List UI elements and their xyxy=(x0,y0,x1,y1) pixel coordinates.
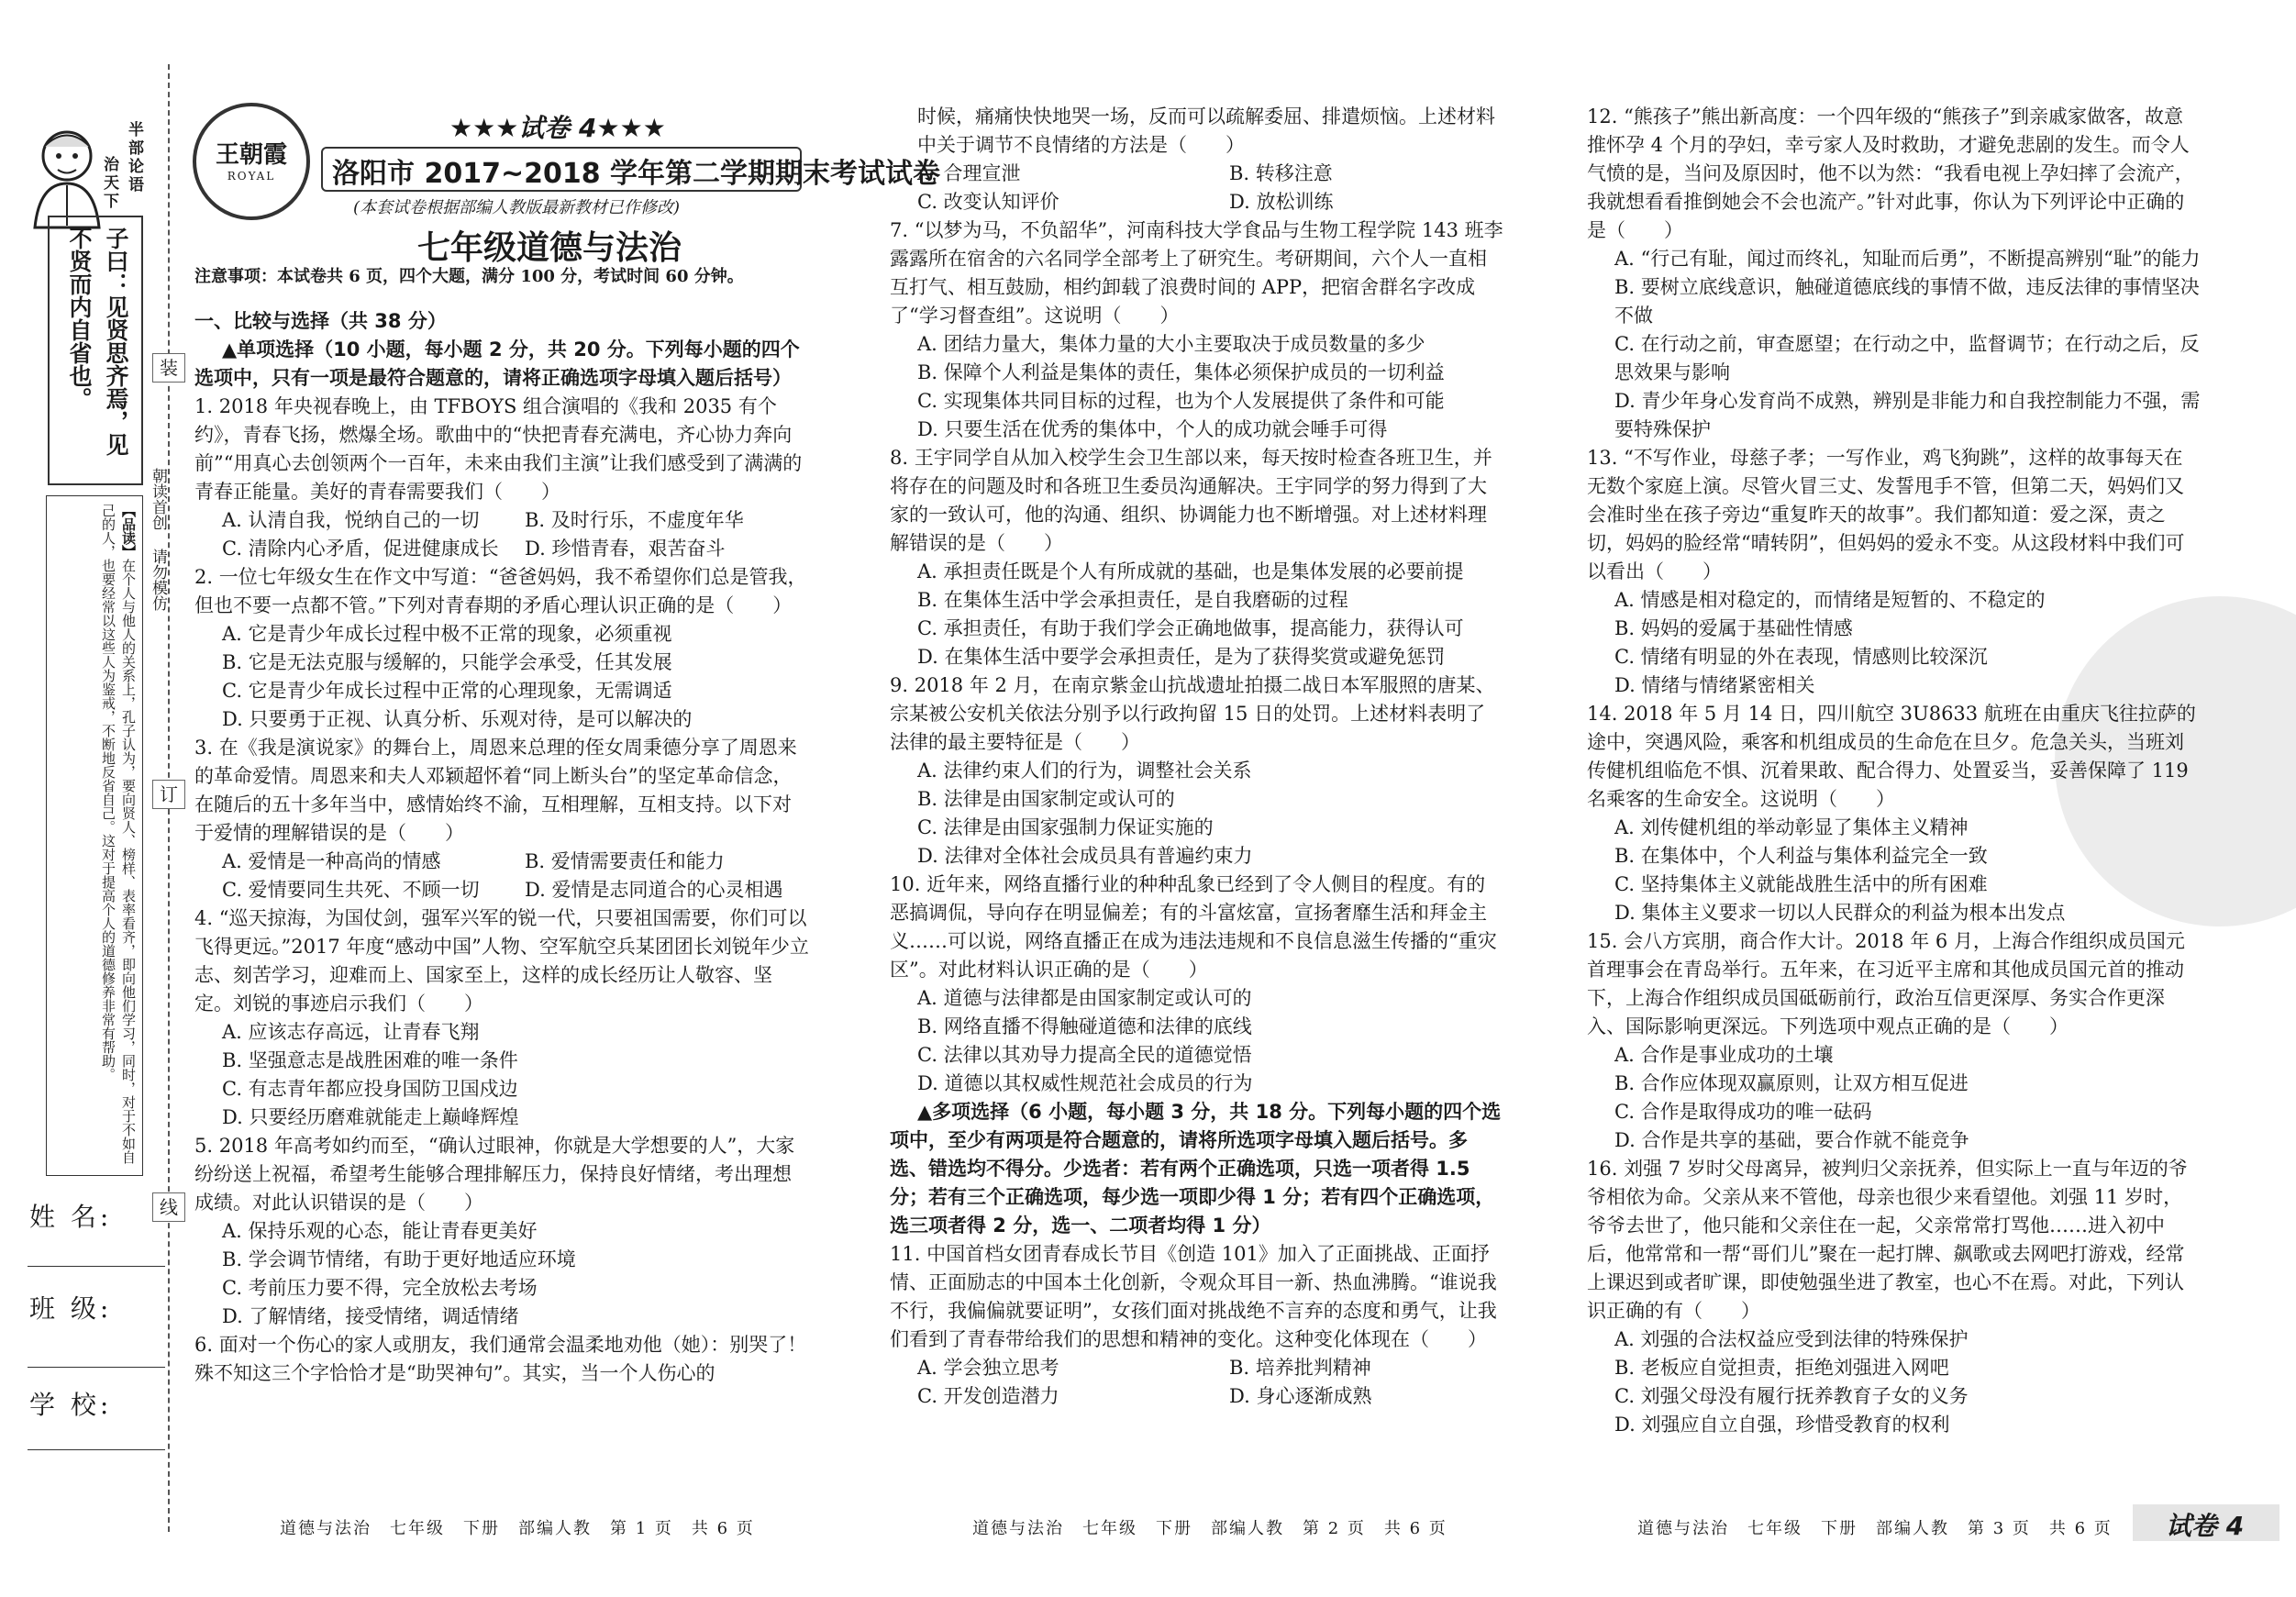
option-1b[interactable]: B. 及时行乐，不虚度年华 xyxy=(525,509,744,531)
school-label: 学 校: xyxy=(29,1390,113,1420)
option-11c[interactable]: C. 开发创造潜力 xyxy=(917,1385,1059,1407)
option-5b[interactable]: B. 学会调节情绪，有助于更好地适应环境 xyxy=(222,1248,576,1270)
option-7c[interactable]: C. 实现集体共同目标的过程，也为个人发展提供了条件和可能 xyxy=(917,390,1445,412)
question-3: 3. 在《我是演说家》的舞台上，周恩来总理的侄女周秉德分享了周恩来的革命爱情。周恩来和夫人邓颖超怀着“同上断头台”的坚定革命信念，在随后的五十多年当中，感情始终不渝，互相理解，互相支持。以下对于爱情的理解错误的是（ ） xyxy=(194,737,797,844)
paper-stamp-text: 试卷 4 xyxy=(2166,1511,2245,1541)
option-8d[interactable]: D. 在集体生活中要学会承担责任，是为了获得奖赏或避免惩罚 xyxy=(917,646,1446,668)
option-4b[interactable]: B. 坚强意志是战胜困难的唯一条件 xyxy=(222,1049,518,1071)
option-4a[interactable]: A. 应该志存高远，让青春飞翔 xyxy=(222,1021,480,1043)
option-2d[interactable]: D. 只要勇于正视、认真分析、乐观对待，是可以解决的 xyxy=(222,708,693,730)
option-9a[interactable]: A. 法律约束人们的行为，调整社会关系 xyxy=(917,760,1252,782)
question-6: 6. 面对一个伤心的家人或朋友，我们通常会温柔地劝他（她）：别哭了！殊不知这三个字恰恰才是“助哭神句”。其实，当一个人伤心的 xyxy=(194,1334,807,1384)
name-label: 姓 名: xyxy=(29,1202,113,1232)
question-11: 11. 中国首档女团青春成长节目《创造 101》加入了正面挑战、正面抒情、正面励志的中国本土化创新，令观众耳目一新、热血沸腾。“谁说我不行，我偏偏就要证明”，女孩们面对挑战绝不言弃的态度和勇气，让我们看到了青春带给我们的思想和精神的变化。这种变化体现在（ ） xyxy=(890,1243,1497,1350)
option-16a[interactable]: A. 刘强的合法权益应受到法律的特殊保护 xyxy=(1614,1328,1969,1350)
question-14: 14. 2018 年 5 月 14 日，四川航空 3U8633 航班在由重庆飞往拉萨的途中，突遇风险，乘客和机组成员的生命危在旦夕。危急关头，当班刘传健机组临危不惧、沉着果敢、配合得力、处置妥当，妥善保障了 119 名乘客的生命安全。这说明（ ） xyxy=(1587,703,2196,810)
option-3a[interactable]: A. 爱情是一种高尚的情感 xyxy=(222,850,441,872)
option-9d[interactable]: D. 法律对全体社会成员具有普遍约束力 xyxy=(917,845,1253,867)
motto-box xyxy=(48,216,143,485)
option-10c[interactable]: C. 法律以其劝导力提高全民的道德觉悟 xyxy=(917,1044,1252,1066)
option-8a[interactable]: A. 承担责任既是个人有所成就的基础，也是集体发展的必要前提 xyxy=(917,560,1464,582)
option-14c[interactable]: C. 坚持集体主义就能战胜生活中的所有困难 xyxy=(1614,873,1988,895)
question-15: 15. 会八方宾朋，商合作大计。2018 年 6 月，上海合作组织成员国元首理事会在青岛举行。五年来，在习近平主席和其他成员国元首的推动下，上海合作组织成员国砥砺前行，政治互信更深厚、务实合作更深入、国际影响更深远。下列选项中观点正确的是（ ） xyxy=(1587,930,2185,1037)
section-heading-1: 一、比较与选择（共 38 分） xyxy=(194,310,447,332)
side-notice: 朝读首创 请勿模仿 xyxy=(149,468,167,611)
question-9: 9. 2018 年 2 月，在南京紫金山抗战遗址拍摄二战日本军服照的唐某、宗某被公安机关依法分别予以行政拘留 15 日的处罚。上述材料表明了法律的最主要特征是（ ） xyxy=(890,674,1495,753)
option-11a[interactable]: A. 学会独立思考 xyxy=(917,1357,1059,1379)
question-6-continued: 时候，痛痛快快地哭一场，反而可以疏解委屈、排遣烦恼。上述材料中关于调节不良情绪的方法是（ ） xyxy=(917,105,1495,156)
confucius-motto: 子曰：见贤思齐焉，见不贤而内自省也。 xyxy=(66,227,129,456)
footer-page-2: 道德与法治 七年级 下册 部编人教 第 2 页 共 6 页 xyxy=(972,1519,1447,1538)
exam-tag: ★★★试卷 4★★★ xyxy=(449,113,666,143)
question-16: 16. 刘强 7 岁时父母离异，被判归父亲抚养，但实际上一直与年迈的爷爷相依为命。父亲从来不管他，母亲也很少来看望他。刘强 11 岁时，爷爷去世了，他只能和父亲住在一起，父亲常常打骂他……进入初中后，他常常和一帮“哥们儿”聚在一起打牌、飙歌或去网吧打游戏，经常上课迟到或者旷课，即使勉强坐进了教室，也心不在焉。对此，下列认识正确的有（ ） xyxy=(1587,1158,2188,1322)
option-5d[interactable]: D. 了解情绪，接受情绪，调适情绪 xyxy=(222,1305,519,1327)
column-3 xyxy=(1587,103,2202,1439)
option-5a[interactable]: A. 保持乐观的心态，能让青春更美好 xyxy=(222,1220,538,1242)
exam-note: (本套试卷根据部编人教版最新教材已作修改) xyxy=(353,198,681,217)
option-12d[interactable]: D. 青少年身心发育尚不成熟，辨别是非能力和自我控制能力不强，需要特殊保护 xyxy=(1614,390,2201,440)
class-label: 班 级: xyxy=(29,1293,113,1324)
question-12: 12. “熊孩子”熊出新高度：一个四年级的“熊孩子”到亲戚家做客，故意推怀孕 4 个月的孕妇，幸亏家人及时救助，才避免悲剧的发生。而令人气愤的是，当问及原因时，他不以为然：“我看电视上孕妇摔了会流产，我就想看看推倒她会不会也流产。”针对此事，你认为下列评论中正确的是（ ） xyxy=(1587,105,2194,241)
option-16c[interactable]: C. 刘强父母没有履行抚养教育子女的义务 xyxy=(1614,1385,1969,1407)
option-5c[interactable]: C. 考前压力要不得，完全放松去考场 xyxy=(222,1277,538,1299)
column-1 xyxy=(194,307,809,1388)
question-5: 5. 2018 年高考如约而至，“确认过眼神，你就是大学想要的人”，大家纷纷送上祝福，希望考生能够合理排解压力，保持良好情绪，考出理想成绩。对此认识错误的是（ ） xyxy=(194,1135,795,1214)
option-15b[interactable]: B. 合作应体现双赢原则，让双方相互促进 xyxy=(1614,1072,1969,1094)
question-2: 2. 一位七年级女生在作文中写道：“爸爸妈妈，我不希望你们总是管我，但也不要一点都不管。”下列对青春期的矛盾心理认识正确的是（ ） xyxy=(194,566,807,616)
option-9c[interactable]: C. 法律是由国家强制力保证实施的 xyxy=(917,816,1214,838)
option-11b[interactable]: B. 培养批判精神 xyxy=(1229,1357,1371,1379)
option-7d[interactable]: D. 只要生活在优秀的集体中，个人的成功就会唾手可得 xyxy=(917,418,1388,440)
option-8b[interactable]: B. 在集体生活中学会承担责任，是自我磨砺的过程 xyxy=(917,589,1348,611)
subject-title: 七年级道德与法治 xyxy=(417,229,682,267)
option-8c[interactable]: C. 承担责任，有助于我们学会正确地做事，提高能力，获得认可 xyxy=(917,617,1464,639)
option-6c[interactable]: C. 改变认知评价 xyxy=(917,191,1059,213)
option-7a[interactable]: A. 团结力量大，集体力量的大小主要取决于成员数量的多少 xyxy=(917,333,1425,355)
option-11d[interactable]: D. 身心逐渐成熟 xyxy=(1229,1385,1372,1407)
option-14a[interactable]: A. 刘传健机组的举动彰显了集体主义精神 xyxy=(1614,816,1969,838)
margin-half-book: 半部论语 xyxy=(125,121,143,194)
option-12a[interactable]: A. “行己有耻，闻过而终礼，知耻而后勇”，不断提高辨别“耻”的能力 xyxy=(1614,248,2201,270)
option-6a[interactable]: A. 合理宣泄 xyxy=(917,162,1021,184)
question-10: 10. 近年来，网络直播行业的种种乱象已经到了令人侧目的程度。有的恶搞调侃，导向存在明显偏差；有的斗富炫富，宣扬奢靡生活和拜金主义……可以说，网络直播正在成为违法违规和不良信息滋生传播的“重灾区”。对此材料认识正确的是（ ） xyxy=(890,873,1497,981)
question-13: 13. “不写作业，母慈子孝；一写作业，鸡飞狗跳”，这样的故事每天在无数个家庭上演。尽管火冒三丈、发誓甩手不管，但第二天，妈妈们又会准时坐在孩子旁边“重复昨天的故事”。我们都知道：爱之深，责之切，妈妈的脸经常“晴转阴”，但妈妈的爱永不变。从这段材料中我们可以看出（ ） xyxy=(1587,447,2185,582)
seal-mark-ding: 订 xyxy=(152,780,185,809)
logo-text: 王朝霞 xyxy=(215,141,287,169)
option-3d[interactable]: D. 爱情是志同道合的心灵相遇 xyxy=(525,879,783,901)
question-8: 8. 王宇同学自从加入校学生会卫生部以来，每天按时检查各班卫生，并将存在的问题及时和各班卫生委员沟通解决。王宇同学的努力得到了大家的一致认可，他的沟通、组织、协调能力也不断增强。对上述材料理解错误的是（ ） xyxy=(890,447,1492,554)
option-15c[interactable]: C. 合作是取得成功的唯一砝码 xyxy=(1614,1101,1872,1123)
reading-label: 【品读】 xyxy=(120,504,137,559)
option-13a[interactable]: A. 情感是相对稳定的，而情绪是短暂的、不稳定的 xyxy=(1614,589,2046,611)
option-1c[interactable]: C. 清除内心矛盾，促进健康成长 xyxy=(222,538,499,560)
question-7: 7. “以梦为马，不负韶华”，河南科技大学食品与生物工程学院 143 班李露露所在宿舍的六名同学全部考上了研究生。考研期间，六个人一直相互打气、相互鼓励，相约卸载了浪费时间的 APP，把宿舍群名字改成了“学习督查组”。这说明（ ） xyxy=(890,219,1503,327)
seal-mark-xian: 线 xyxy=(152,1192,185,1222)
question-4: 4. “巡天掠海，为国仗剑，强军兴军的锐一代，只要祖国需要，你们可以飞得更远。”2017 年度“感动中国”人物、空军航空兵某团团长刘锐年少立志、刻苦学习，迎难而上、国家至上，这样的成长经历让人敬容、坚定。刘锐的事迹启示我们（ ） xyxy=(194,907,809,1015)
option-10d[interactable]: D. 道德以其权威性规范社会成员的行为 xyxy=(917,1072,1253,1094)
single-choice-instructions: ▲单项选择（10 小题，每小题 2 分，共 20 分。下列每小题的四个选项中，只有一项是最符合题意的，请将正确选项字母填入题后括号） xyxy=(194,338,800,389)
class-line[interactable] xyxy=(28,1367,165,1368)
exam-title: 洛阳市 2017~2018 学年第二学期期末考试试卷 xyxy=(332,158,941,190)
option-10b[interactable]: B. 网络直播不得触碰道德和法律的底线 xyxy=(917,1015,1252,1037)
option-1a[interactable]: A. 认清自我，悦纳自己的一切 xyxy=(222,509,480,531)
reading-box xyxy=(46,495,143,1176)
option-12c[interactable]: C. 在行动之前，审查愿望；在行动之中，监督调节；在行动之后，反思效果与影响 xyxy=(1614,333,2200,383)
column-2 xyxy=(890,103,1504,1411)
paper-stamp xyxy=(2133,1504,2279,1541)
option-12b[interactable]: B. 要树立底线意识，触碰道德底线的事情不做，违反法律的事情坚决不做 xyxy=(1614,276,2200,327)
option-2c[interactable]: C. 它是青少年成长过程中正常的心理现象，无需调适 xyxy=(222,680,672,702)
reading-text xyxy=(98,504,139,1164)
option-13c[interactable]: C. 情绪有明显的外在表现，情感则比较深沉 xyxy=(1614,646,1988,668)
option-3b[interactable]: B. 爱情需要责任和能力 xyxy=(525,850,725,872)
option-16d[interactable]: D. 刘强应自立自强，珍惜受教育的权利 xyxy=(1614,1414,1950,1436)
option-15a[interactable]: A. 合作是事业成功的土壤 xyxy=(1614,1044,1834,1066)
reading-body: 在个人与他人的关系上，孔子认为，要向贤人、榜样、表率看齐，即向他们学习，同时，对于不如自己的人，也要经常以这些人为鉴戒，不断地反省自己。这对于提高个人的道德修养非常有帮助。 xyxy=(100,504,137,1164)
option-3c[interactable]: C. 爱情要同生共死、不顾一切 xyxy=(222,879,480,901)
notice: 注意事项：本试卷共 6 页，四个大题，满分 100 分，考试时间 60 分钟。 xyxy=(194,267,744,286)
option-1d[interactable]: D. 珍惜青春，艰苦奋斗 xyxy=(525,538,726,560)
name-line[interactable] xyxy=(28,1266,165,1267)
option-2b[interactable]: B. 它是无法克服与缓解的，只能学会承受，任其发展 xyxy=(222,651,672,673)
wangzhaoxia-logo xyxy=(193,103,310,220)
footer-page-3: 道德与法治 七年级 下册 部编人教 第 3 页 共 6 页 xyxy=(1637,1519,2113,1538)
option-4c[interactable]: C. 有志青年都应投身国防卫国戍边 xyxy=(222,1078,518,1100)
option-9b[interactable]: B. 法律是由国家制定或认可的 xyxy=(917,788,1175,810)
question-1: 1. 2018 年央视春晚上，由 TFBOYS 组合演唱的《我和 2035 有个约》，青春飞扬，燃爆全场。歌曲中的“快把青春充满电，齐心协力奔向前”“用真心去创领两个一百年，未来由我们主演”让我们感受到了满满的青春正能量。美好的青春需要我们（ ） xyxy=(194,395,803,503)
seal-mark-zhuang: 装 xyxy=(152,353,185,383)
option-4d[interactable]: D. 只要经历磨难就能走上巅峰辉煌 xyxy=(222,1106,519,1128)
school-line[interactable] xyxy=(28,1449,165,1450)
multi-choice-instructions: ▲多项选择（6 小题，每小题 3 分，共 18 分。下列每小题的四个选项中，至少有两项是符合题意的，请将所选项字母填入题后括号。多选、错选均不得分。少选者：若有两个正确选项，只选一项者得 1.5 分；若有三个正确选项，每少选一项即少得 1 分；若有四个正确选项，选三项者得 2 分，选一、二项者均得 1 分） xyxy=(890,1101,1502,1237)
option-13b[interactable]: B. 妈妈的爱属于基础性情感 xyxy=(1614,617,1853,639)
option-13d[interactable]: D. 情绪与情绪紧密相关 xyxy=(1614,674,1815,696)
option-6b[interactable]: B. 转移注意 xyxy=(1229,162,1333,184)
option-7b[interactable]: B. 保障个人利益是集体的责任，集体必须保护成员的一切利益 xyxy=(917,361,1445,383)
option-14d[interactable]: D. 集体主义要求一切以人民群众的利益为根本出发点 xyxy=(1614,902,2066,924)
option-10a[interactable]: A. 道德与法律都是由国家制定或认可的 xyxy=(917,987,1252,1009)
margin-govern: 治天下 xyxy=(100,156,118,211)
logo-sub: ROYAL xyxy=(227,170,276,183)
option-2a[interactable]: A. 它是青少年成长过程中极不正常的现象，必须重视 xyxy=(222,623,672,645)
footer-page-1: 道德与法治 七年级 下册 部编人教 第 1 页 共 6 页 xyxy=(280,1519,755,1538)
option-14b[interactable]: B. 在集体中，个人利益与集体利益完全一致 xyxy=(1614,845,1988,867)
option-6d[interactable]: D. 放松训练 xyxy=(1229,191,1334,213)
option-16b[interactable]: B. 老板应自觉担责，拒绝刘强进入网吧 xyxy=(1614,1357,1949,1379)
option-15d[interactable]: D. 合作是共享的基础，要合作就不能竞争 xyxy=(1614,1129,1969,1151)
